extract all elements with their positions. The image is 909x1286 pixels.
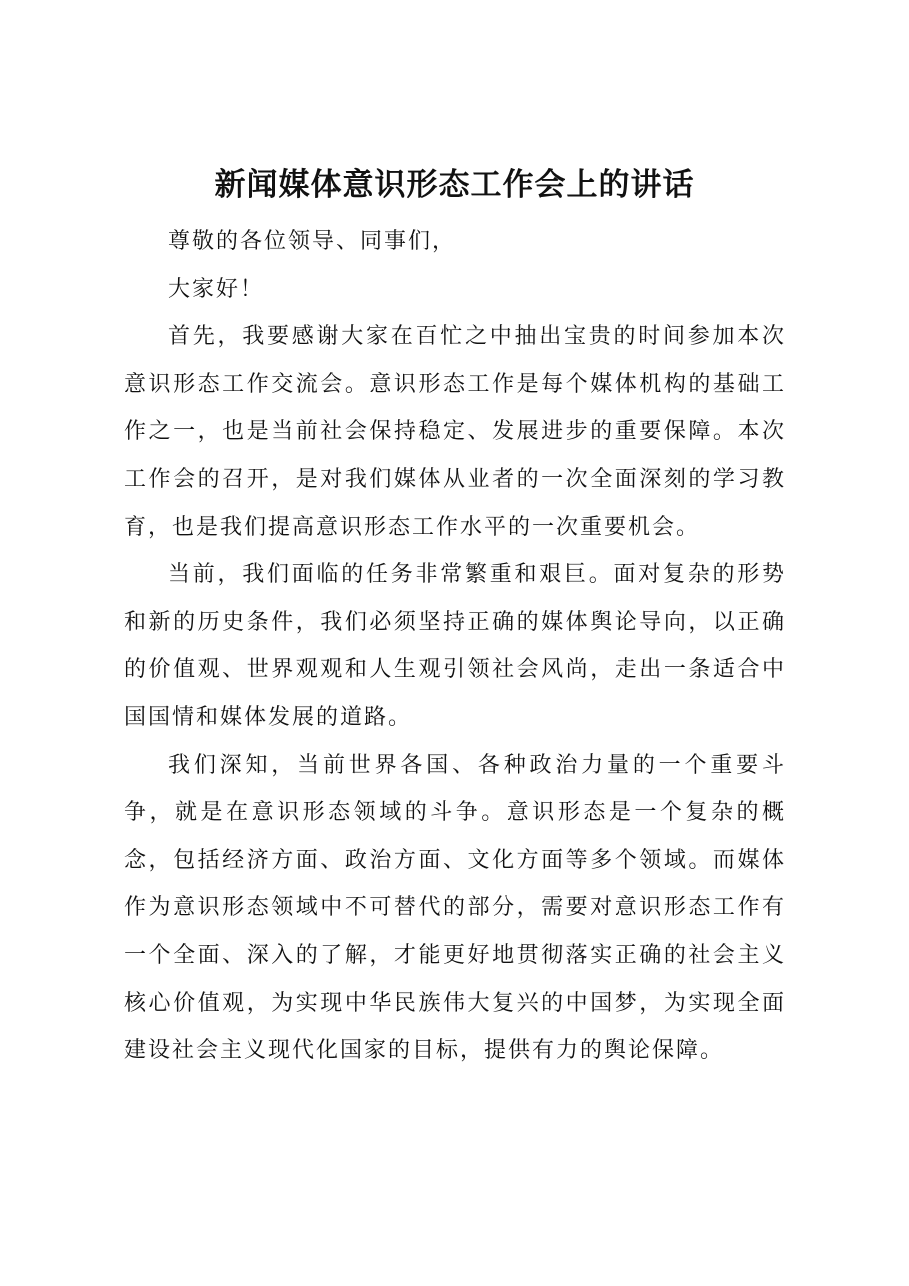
document-body — [124, 218, 786, 1075]
body-paragraph-2: 当前，我们面临的任务非常繁重和艰巨。面对复杂的形势和新的历史条件，我们必须坚持正确的媒体舆论导向，以正确的价值观、世界观观和人生观引领社会风尚，走出一条适合中国国情和媒体发展的道路。 — [124, 562, 786, 730]
body-paragraph-3: 我们深知，当前世界各国、各种政治力量的一个重要斗争，就是在意识形态领域的斗争。意识形态是一个复杂的概念，包括经济方面、政治方面、文化方面等多个领域。而媒体作为意识形态领域中不可替代的部分，需要对意识形态工作有一个全面、深入的了解，才能更好地贯彻落实正确的社会主义核心价值观，为实现中华民族伟大复兴的中国梦，为实现全面建设社会主义现代化国家的目标，提供有力的舆论保障。 — [124, 752, 786, 1064]
document-title: 新闻媒体意识形态工作会上的讲话 — [214, 167, 695, 203]
body-paragraph-1: 首先，我要感谢大家在百忙之中抽出宝贵的时间参加本次意识形态工作交流会。意识形态工作是每个媒体机构的基础工作之一，也是当前社会保持稳定、发展进步的重要保障。本次工作会的召开，是对我们媒体从业者的一次全面深刻的学习教育，也是我们提高意识形态工作水平的一次重要机会。 — [124, 324, 786, 540]
greeting-paragraph: 大家好！ — [168, 276, 265, 302]
salutation-paragraph: 尊敬的各位领导、同事们， — [168, 229, 457, 254]
